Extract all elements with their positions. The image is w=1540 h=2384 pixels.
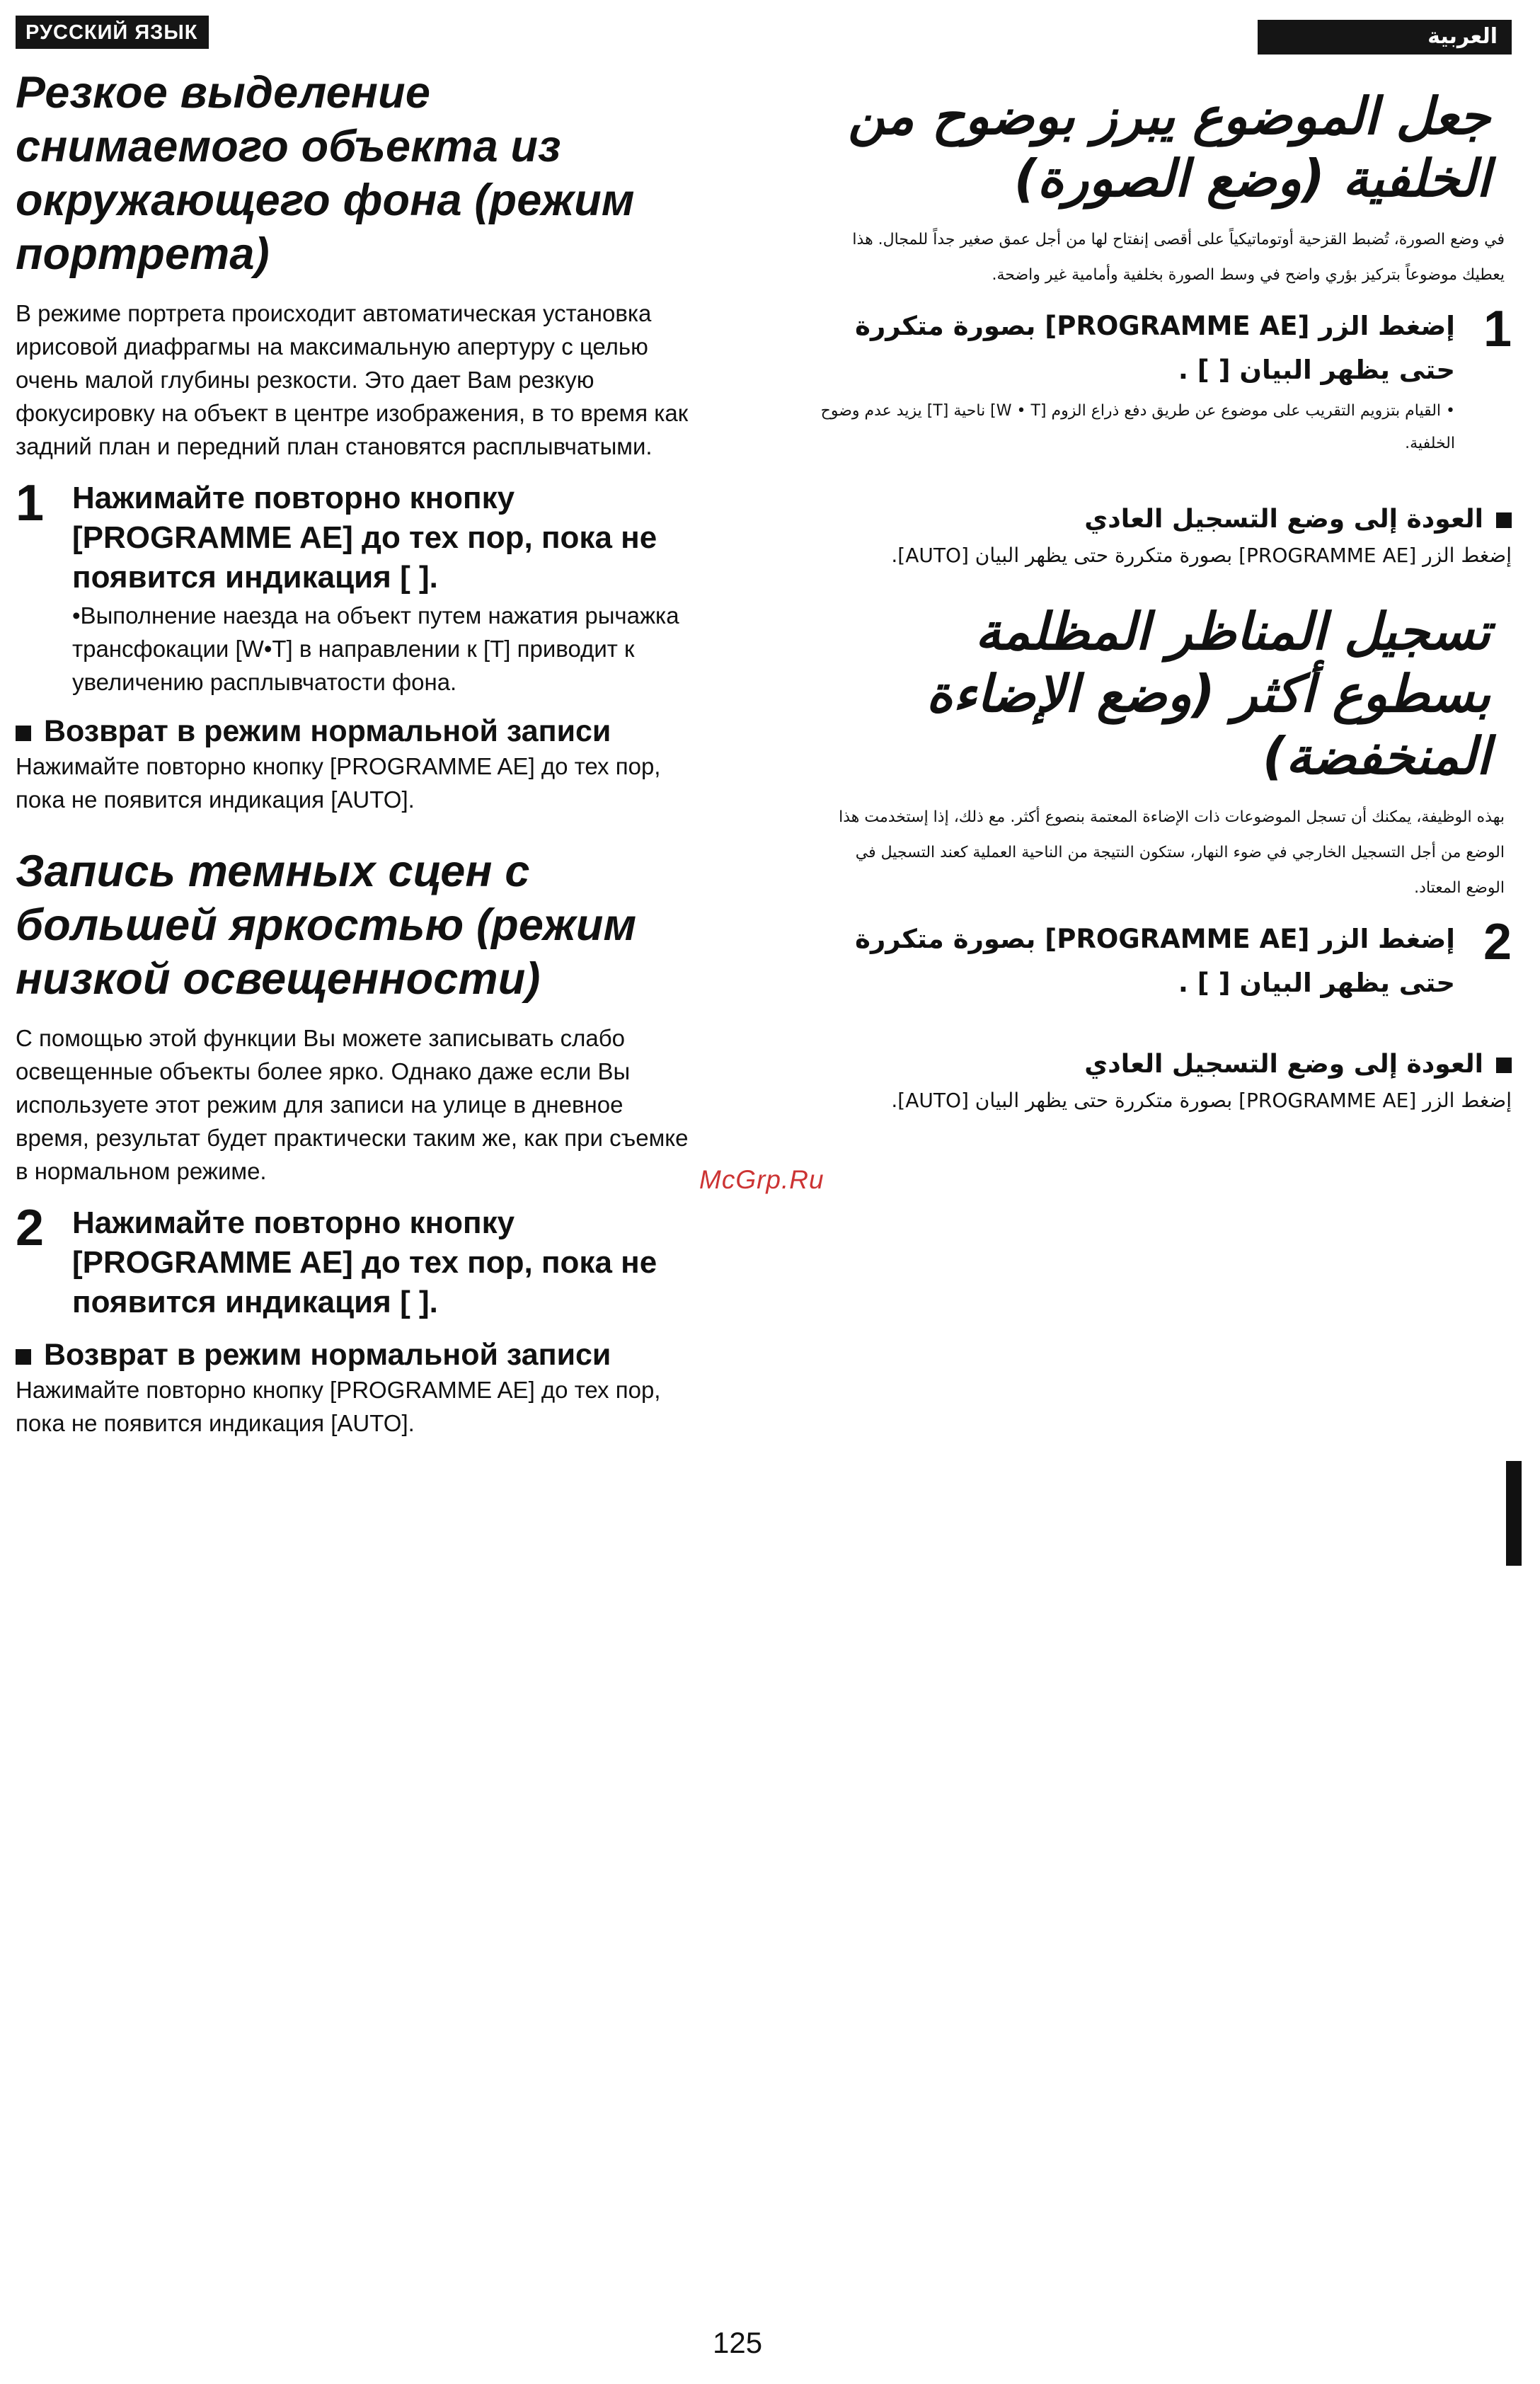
step-1-note-ru: •Выполнение наезда на объект путем нажатия рычажка трансфокации [W•T] в направлении к [T] приводит к увеличению расплывчатости фона.: [72, 602, 679, 695]
step-number: 2: [16, 1200, 45, 1256]
square-bullet-icon: [16, 726, 31, 741]
return-normal-heading-ar: العودة إلى وضع التسجيل العادي: [814, 503, 1512, 537]
return-normal-heading-ru: Возврат в режим нормальной записи: [16, 713, 695, 750]
language-tab-arabic: العربية: [1258, 20, 1512, 55]
return-normal-text-ar: إضغط الزر [PROGRAMME AE] بصورة متكررة حتى يظهر البيان [AUTO].: [891, 544, 1512, 567]
watermark: McGrp.Ru: [699, 1165, 824, 1194]
step-instruction: Нажимайте повторно кнопку [PROGRAMME AE] до тех пор, пока не появится индикация [ ].: [72, 1205, 657, 1319]
low-light-title-ru: Запись темных сцен с большей яркостью (режим низкой освещенности): [16, 847, 637, 1004]
square-bullet-icon: [16, 1349, 31, 1365]
low-light-intro-ru: С помощью этой функции Вы можете записывать слабо освещенные объекты более ярко. Однако даже если Вы используете этот режим для записи на улице в дневное время, результат будет практически таким же, как при съемке в нормальном режиме.: [16, 1025, 689, 1184]
return-normal-text-ru-2: Нажимайте повторно кнопку [PROGRAMME AE] до тех пор, пока не появится индикация [AUTO].: [16, 1377, 661, 1436]
step-1-ru: [16, 475, 695, 597]
low-light-title-ar: تسجيل المناظر المظلمة بسطوع أكثر (وضع الإضاءة المنخفضة): [926, 602, 1490, 786]
step-instruction: Нажимайте повторно кнопку [PROGRAMME AE] до тех пор, пока не появится индикация [ ].: [72, 481, 657, 595]
portrait-mode-title-ru: Резкое выделение снимаемого объекта из окружающего фона (режим портрета): [16, 68, 635, 279]
low-light-intro-ar: بهذه الوظيفة، يمكنك أن تسجل الموضوعات ذات الإضاءة المعتمة بنصوع أكثر. مع ذلك، إذا إستخدمت هذا الوضع من أجل التسجيل الخارجي في ضوء النهار، ستكون النتيجة من الناحية العملية كعند التسجيل في الوضع المعتاد.: [839, 808, 1505, 897]
return-normal-text-ar-2: إضغط الزر [PROGRAMME AE] بصورة متكررة حتى يظهر البيان [AUTO].: [891, 1089, 1512, 1112]
step-number: 2: [1483, 914, 1512, 970]
step-2-ar: [814, 914, 1512, 1005]
square-bullet-icon: [1496, 1058, 1512, 1073]
side-marker-bar: [1506, 1461, 1522, 1566]
step-instruction: إضغط الزر [PROGRAMME AE] بصورة متكررة حتى يظهر البيان [ ] .: [855, 311, 1455, 385]
step-1-note-ar: • القيام بتزويم التقريب على موضوع عن طريق دفع ذراع الزوم [W • T] ناحية [T] يزيد عدم وضوح الخلفية.: [820, 402, 1455, 452]
return-normal-heading-ar-2: العودة إلى وضع التسجيل العادي: [814, 1048, 1512, 1082]
portrait-mode-title-ar: جعل الموضوع يبرز بوضوح من الخلفية (وضع الصورة): [848, 86, 1490, 208]
return-normal-text-ru: Нажимайте повторно кнопку [PROGRAMME AE] до тех пор, пока не появится индикация [AUTO].: [16, 753, 661, 813]
step-1-ar: [814, 301, 1512, 392]
russian-column: [16, 16, 695, 1440]
step-number: 1: [1483, 301, 1512, 357]
language-tab-russian: РУССКИЙ ЯЗЫК: [16, 16, 209, 49]
step-instruction: إضغط الزر [PROGRAMME AE] بصورة متكررة حتى يظهر البيان [ ] .: [855, 924, 1455, 998]
step-number: 1: [16, 475, 45, 532]
square-bullet-icon: [1496, 512, 1512, 528]
page-number: 125: [713, 2326, 763, 2359]
arabic-column: [814, 16, 1512, 1117]
portrait-mode-intro-ar: في وضع الصورة، تُضبط القزحية أوتوماتيكياً على أقصى إنفتاح لها من أجل عمق صغير جداً للمجال. هذا يعطيك موضوعاً بتركيز بؤري واضح في وسط الصورة بخلفية وأمامية غير واضحة.: [852, 231, 1505, 284]
return-normal-heading-ru-2: Возврат в режим нормальной записи: [16, 1336, 695, 1373]
step-2-ru: [16, 1200, 695, 1322]
portrait-mode-intro-ru: В режиме портрета происходит автоматическая установка ирисовой диафрагмы на максимальную апертуру с целью очень малой глубины резкости. Это дает Вам резкую фокусировку на объект в центре изображения, в то время как задний план и передний план становятся расплывчатыми.: [16, 300, 689, 459]
